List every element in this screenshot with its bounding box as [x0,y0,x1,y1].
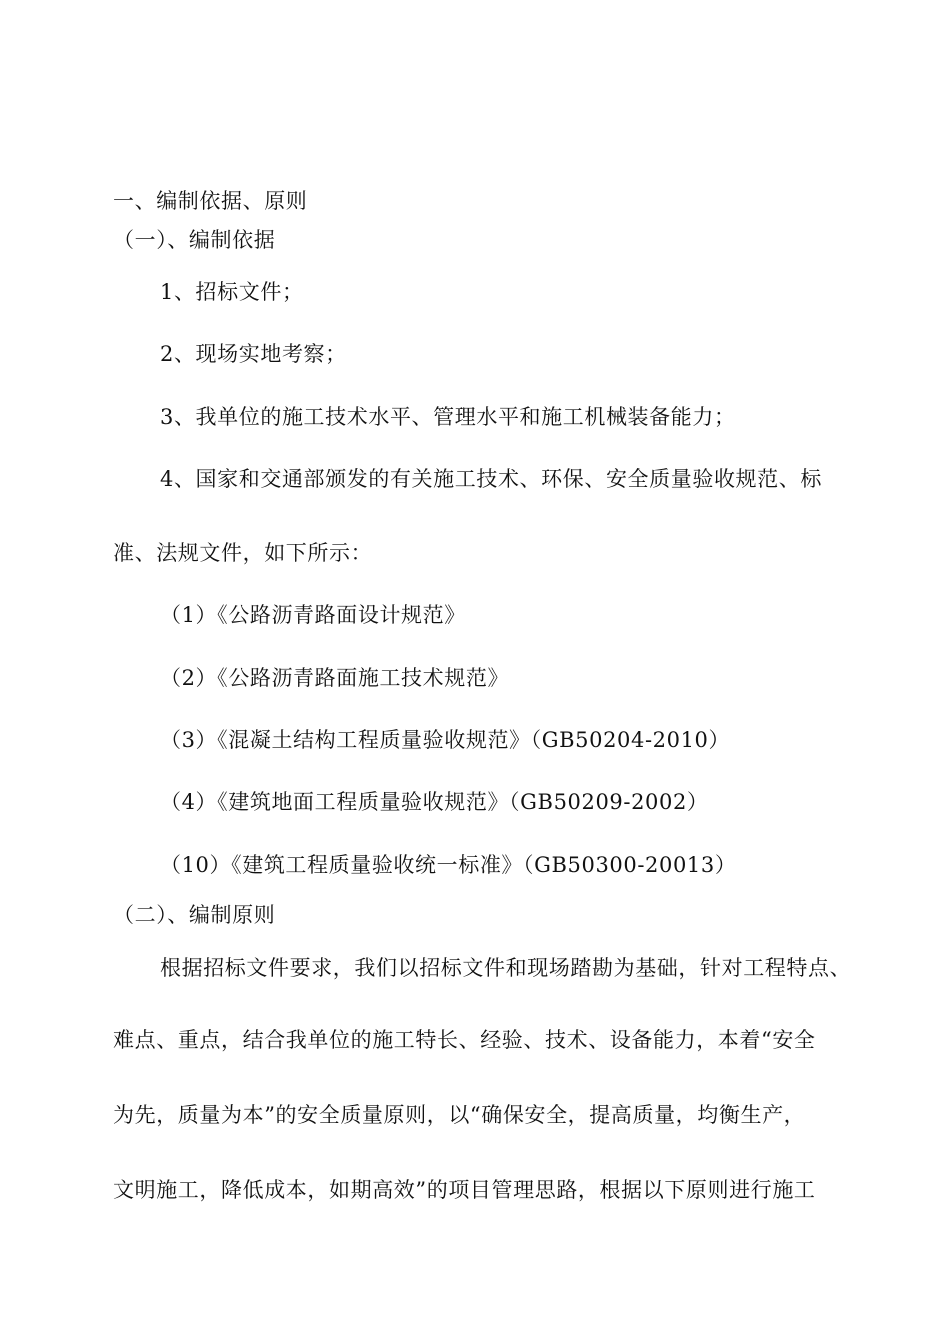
principle-paragraph-line-1: 根据招标文件要求，我们以招标文件和现场踏勘为基础，针对工程特点、 [160,956,852,980]
section-1-title: （一）、编制依据 [113,228,276,252]
principle-paragraph-line-4: 文明施工，降低成本，如期高效”的项目管理思路，根据以下原则进行施工 [113,1178,816,1202]
heading-1: 一、编制依据、原则 [113,189,308,213]
standard-item-4: （4）《建筑地面工程质量验收规范》（GB50209-2002） [160,790,709,814]
section-2-title: （二）、编制原则 [113,903,276,927]
principle-paragraph-line-3: 为先，质量为本”的安全质量原则，以“确保安全，提高质量，均衡生产， [113,1103,806,1127]
standard-item-2: （2）《公路沥青路面施工技术规范》 [160,666,510,690]
standard-item-10: （10）《建筑工程质量验收统一标准》（GB50300-20013） [160,853,737,877]
basis-item-4-continued: 准、法规文件，如下所示： [113,541,373,565]
basis-item-1: 1、招标文件； [160,280,304,304]
standard-item-3: （3）《混凝土结构工程质量验收规范》（GB50204-2010） [160,728,731,752]
principle-paragraph-line-2: 难点、重点，结合我单位的施工特长、经验、技术、设备能力，本着“安全 [113,1028,816,1052]
basis-item-2: 2、现场实地考察； [160,342,347,366]
basis-item-4: 4、国家和交通部颁发的有关施工技术、环保、安全质量验收规范、标 [160,467,822,491]
standard-item-1: （1）《公路沥青路面设计规范》 [160,603,466,627]
basis-item-3: 3、我单位的施工技术水平、管理水平和施工机械装备能力； [160,405,736,429]
